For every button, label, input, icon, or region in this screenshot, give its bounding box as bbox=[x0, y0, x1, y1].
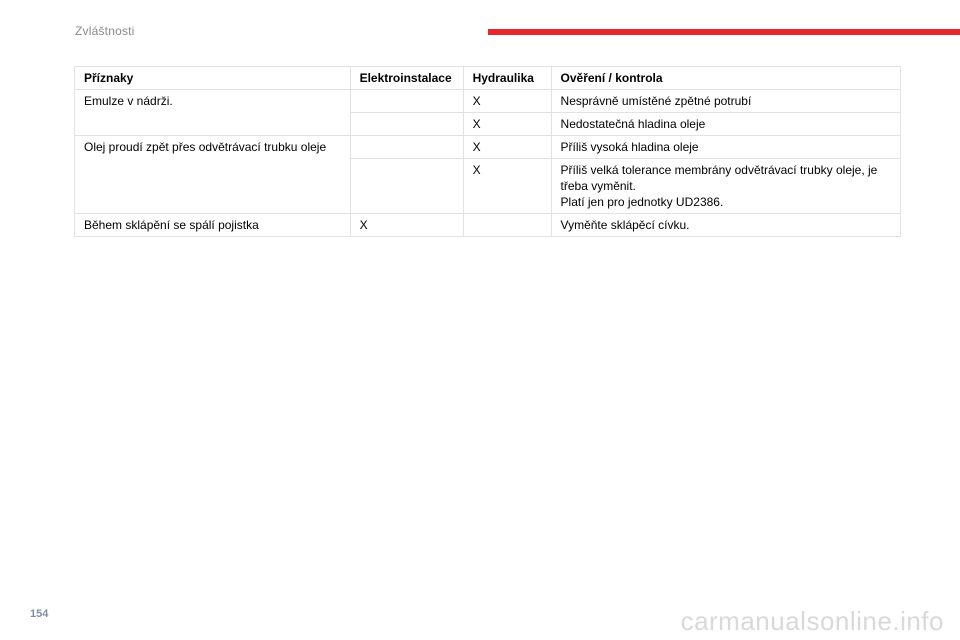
check-cell: Příliš vysoká hladina oleje bbox=[551, 136, 900, 159]
electrical-cell bbox=[350, 113, 463, 136]
check-cell: Nesprávně umístěné zpětné potrubí bbox=[551, 90, 900, 113]
check-cell: Nedostatečná hladina oleje bbox=[551, 113, 900, 136]
section-accent-bar bbox=[488, 29, 960, 35]
check-text: Příliš velká tolerance membrány odvětrávací trubky oleje, je třeba vyměnit. bbox=[560, 163, 878, 193]
hydraulic-cell: X bbox=[463, 90, 551, 113]
check-note: Platí jen pro jednotky UD2386. bbox=[560, 195, 724, 209]
table-row bbox=[75, 214, 901, 237]
hydraulic-cell bbox=[463, 214, 551, 237]
table-header-row bbox=[75, 67, 901, 90]
header-check: Ověření / kontrola bbox=[551, 67, 900, 90]
symptom-cell: Emulze v nádrži. bbox=[75, 90, 351, 136]
hydraulic-cell: X bbox=[463, 136, 551, 159]
section-title: Zvláštnosti bbox=[75, 24, 135, 38]
table-row bbox=[75, 136, 901, 159]
hydraulic-cell: X bbox=[463, 159, 551, 214]
electrical-cell: X bbox=[350, 214, 463, 237]
page-number: 154 bbox=[30, 608, 49, 620]
check-cell bbox=[551, 159, 900, 214]
header-symptoms: Příznaky bbox=[75, 67, 351, 90]
troubleshooting-table bbox=[74, 66, 901, 237]
symptom-cell: Olej proudí zpět přes odvětrávací trubku oleje bbox=[75, 136, 351, 214]
watermark: carmanualsonline.info bbox=[680, 606, 944, 636]
electrical-cell bbox=[350, 90, 463, 113]
check-cell: Vyměňte sklápěcí cívku. bbox=[551, 214, 900, 237]
table-row bbox=[75, 90, 901, 113]
electrical-cell bbox=[350, 159, 463, 214]
symptom-cell: Během sklápění se spálí pojistka bbox=[75, 214, 351, 237]
hydraulic-cell: X bbox=[463, 113, 551, 136]
electrical-cell bbox=[350, 136, 463, 159]
header-electrical: Elektroinstalace bbox=[350, 67, 463, 90]
header-hydraulic: Hydraulika bbox=[463, 67, 551, 90]
